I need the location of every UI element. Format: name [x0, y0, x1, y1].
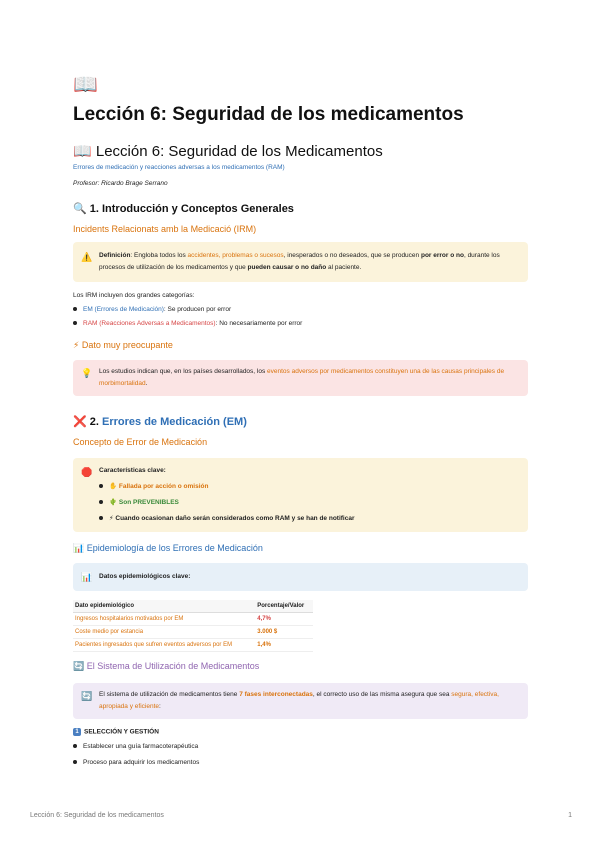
magnifier-icon: 🔍	[73, 203, 87, 215]
book-icon: 📖	[73, 143, 92, 160]
epi-callout	[73, 563, 528, 591]
definition-text: Definición: Engloba todos los accidentes, problemas o sucesos, inesperados o no deseados, que se producen por error o no, durante los procesos de utilización de los medicamentos y que pueden causar o no daño al paciente.	[99, 252, 500, 271]
list-item: Establecer una guía farmacoterapéutica	[73, 743, 198, 750]
sum-title: El Sistema de Utilización de Medicamentos	[86, 661, 260, 671]
epi-title: Epidemiología de los Errores de Medicación	[86, 543, 263, 553]
page-number: 1	[568, 812, 572, 819]
list-item: RAM (Reacciones Adversas a Medicamentos): No necesariamente por error	[73, 320, 302, 327]
section-2-title: Errores de Medicación (EM)	[102, 416, 247, 428]
definition-callout	[73, 242, 528, 282]
concept-heading: Concepto de Error de Medicación	[73, 437, 208, 447]
bar-chart-icon: 📊	[81, 572, 93, 582]
section-1-heading	[73, 202, 294, 215]
sum-heading	[73, 661, 259, 672]
concern-text: Los estudios indican que, en los países desarrollados, los eventos adversos por medicamentos constituyen una de las causas principales de morbimortalidad.	[99, 368, 505, 387]
epi-callout-text: Datos epidemiológicos clave:	[99, 573, 191, 580]
lightbulb-icon: 💡	[81, 368, 93, 378]
lightning-icon: ⚡	[109, 515, 114, 522]
table-row	[73, 626, 313, 639]
concern-title: Dato muy preocupante	[81, 340, 173, 350]
lesson-heading	[73, 142, 383, 160]
cross-icon: ❌	[73, 416, 87, 428]
concern-callout	[73, 360, 528, 396]
features-callout	[73, 458, 528, 532]
book-icon: 📖	[73, 74, 98, 96]
table-header: Dato epidemiológico	[73, 600, 255, 613]
cycle-icon: 🔄	[73, 661, 85, 671]
lightning-icon: ⚡	[73, 340, 80, 350]
stop-sign-icon: 🛑	[81, 467, 93, 477]
epi-table	[73, 600, 313, 652]
table-cell: Coste medio por estancia	[73, 626, 255, 639]
table-header: Porcentaje/Valor	[255, 600, 313, 613]
concern-heading	[73, 340, 173, 351]
page-title: Lección 6: Seguridad de los medicamentos	[73, 104, 464, 125]
feature-item: 🌵 Son PREVENIBLES	[99, 497, 518, 509]
table-row	[73, 613, 313, 626]
hand-icon: ✋	[109, 483, 118, 490]
sum-text: El sistema de utilización de medicamentos tiene 7 fases interconectadas, el correcto uso de las misma asegura que sea segura, efectiva, apropiada y eficiente:	[99, 691, 499, 710]
feature-item: ✋ Fallada por acción o omisión	[99, 481, 518, 493]
section-1-subtitle: Incidents Relacionats amb la Medicació (IRM)	[73, 224, 257, 234]
lesson-author: Profesor: Ricardo Brage Serrano	[73, 180, 168, 187]
phase-title: SELECCIÓN Y GESTIÓN	[84, 728, 159, 736]
bar-chart-icon: 📊	[73, 543, 85, 553]
feature-item: ⚡ Cuando ocasionan daño serán considerados como RAM y se han de notificar	[99, 513, 518, 525]
footer-title: Lección 6: Seguridad de los medicamentos	[30, 812, 164, 819]
list-item: EM (Errores de Medicación): Se producen por error	[73, 306, 231, 313]
lesson-subtitle: Errores de medicación y reacciones adversas a los medicamentos (RAM)	[73, 164, 285, 171]
table-row	[73, 639, 313, 652]
table-cell: Pacientes ingresados que sufren eventos adversos por EM	[73, 639, 255, 652]
table-cell: 4,7%	[255, 613, 313, 626]
lesson-heading-text: Lección 6: Seguridad de los Medicamentos	[95, 143, 383, 160]
section-1-title: 1. Introducción y Conceptos Generales	[89, 203, 294, 215]
phase-heading	[73, 728, 159, 736]
cycle-icon: 🔄	[81, 691, 93, 701]
section-2-prefix: 2.	[89, 416, 102, 428]
epi-heading	[73, 543, 263, 554]
irm-intro: Los IRM incluyen dos grandes categorías:	[73, 292, 195, 299]
keycap-one-icon: 1	[73, 728, 81, 736]
features-title: Características clave:	[99, 467, 166, 474]
warning-icon: ⚠️	[81, 252, 93, 262]
table-cell: 1,4%	[255, 639, 313, 652]
list-item: Proceso para adquirir los medicamentos	[73, 759, 199, 766]
cactus-icon: 🌵	[109, 499, 118, 506]
table-cell: 3.000 $	[255, 626, 313, 639]
sum-callout	[73, 683, 528, 719]
section-2-heading	[73, 415, 247, 428]
table-cell: Ingresos hospitalarios motivados por EM	[73, 613, 255, 626]
table-header-row	[73, 600, 313, 613]
